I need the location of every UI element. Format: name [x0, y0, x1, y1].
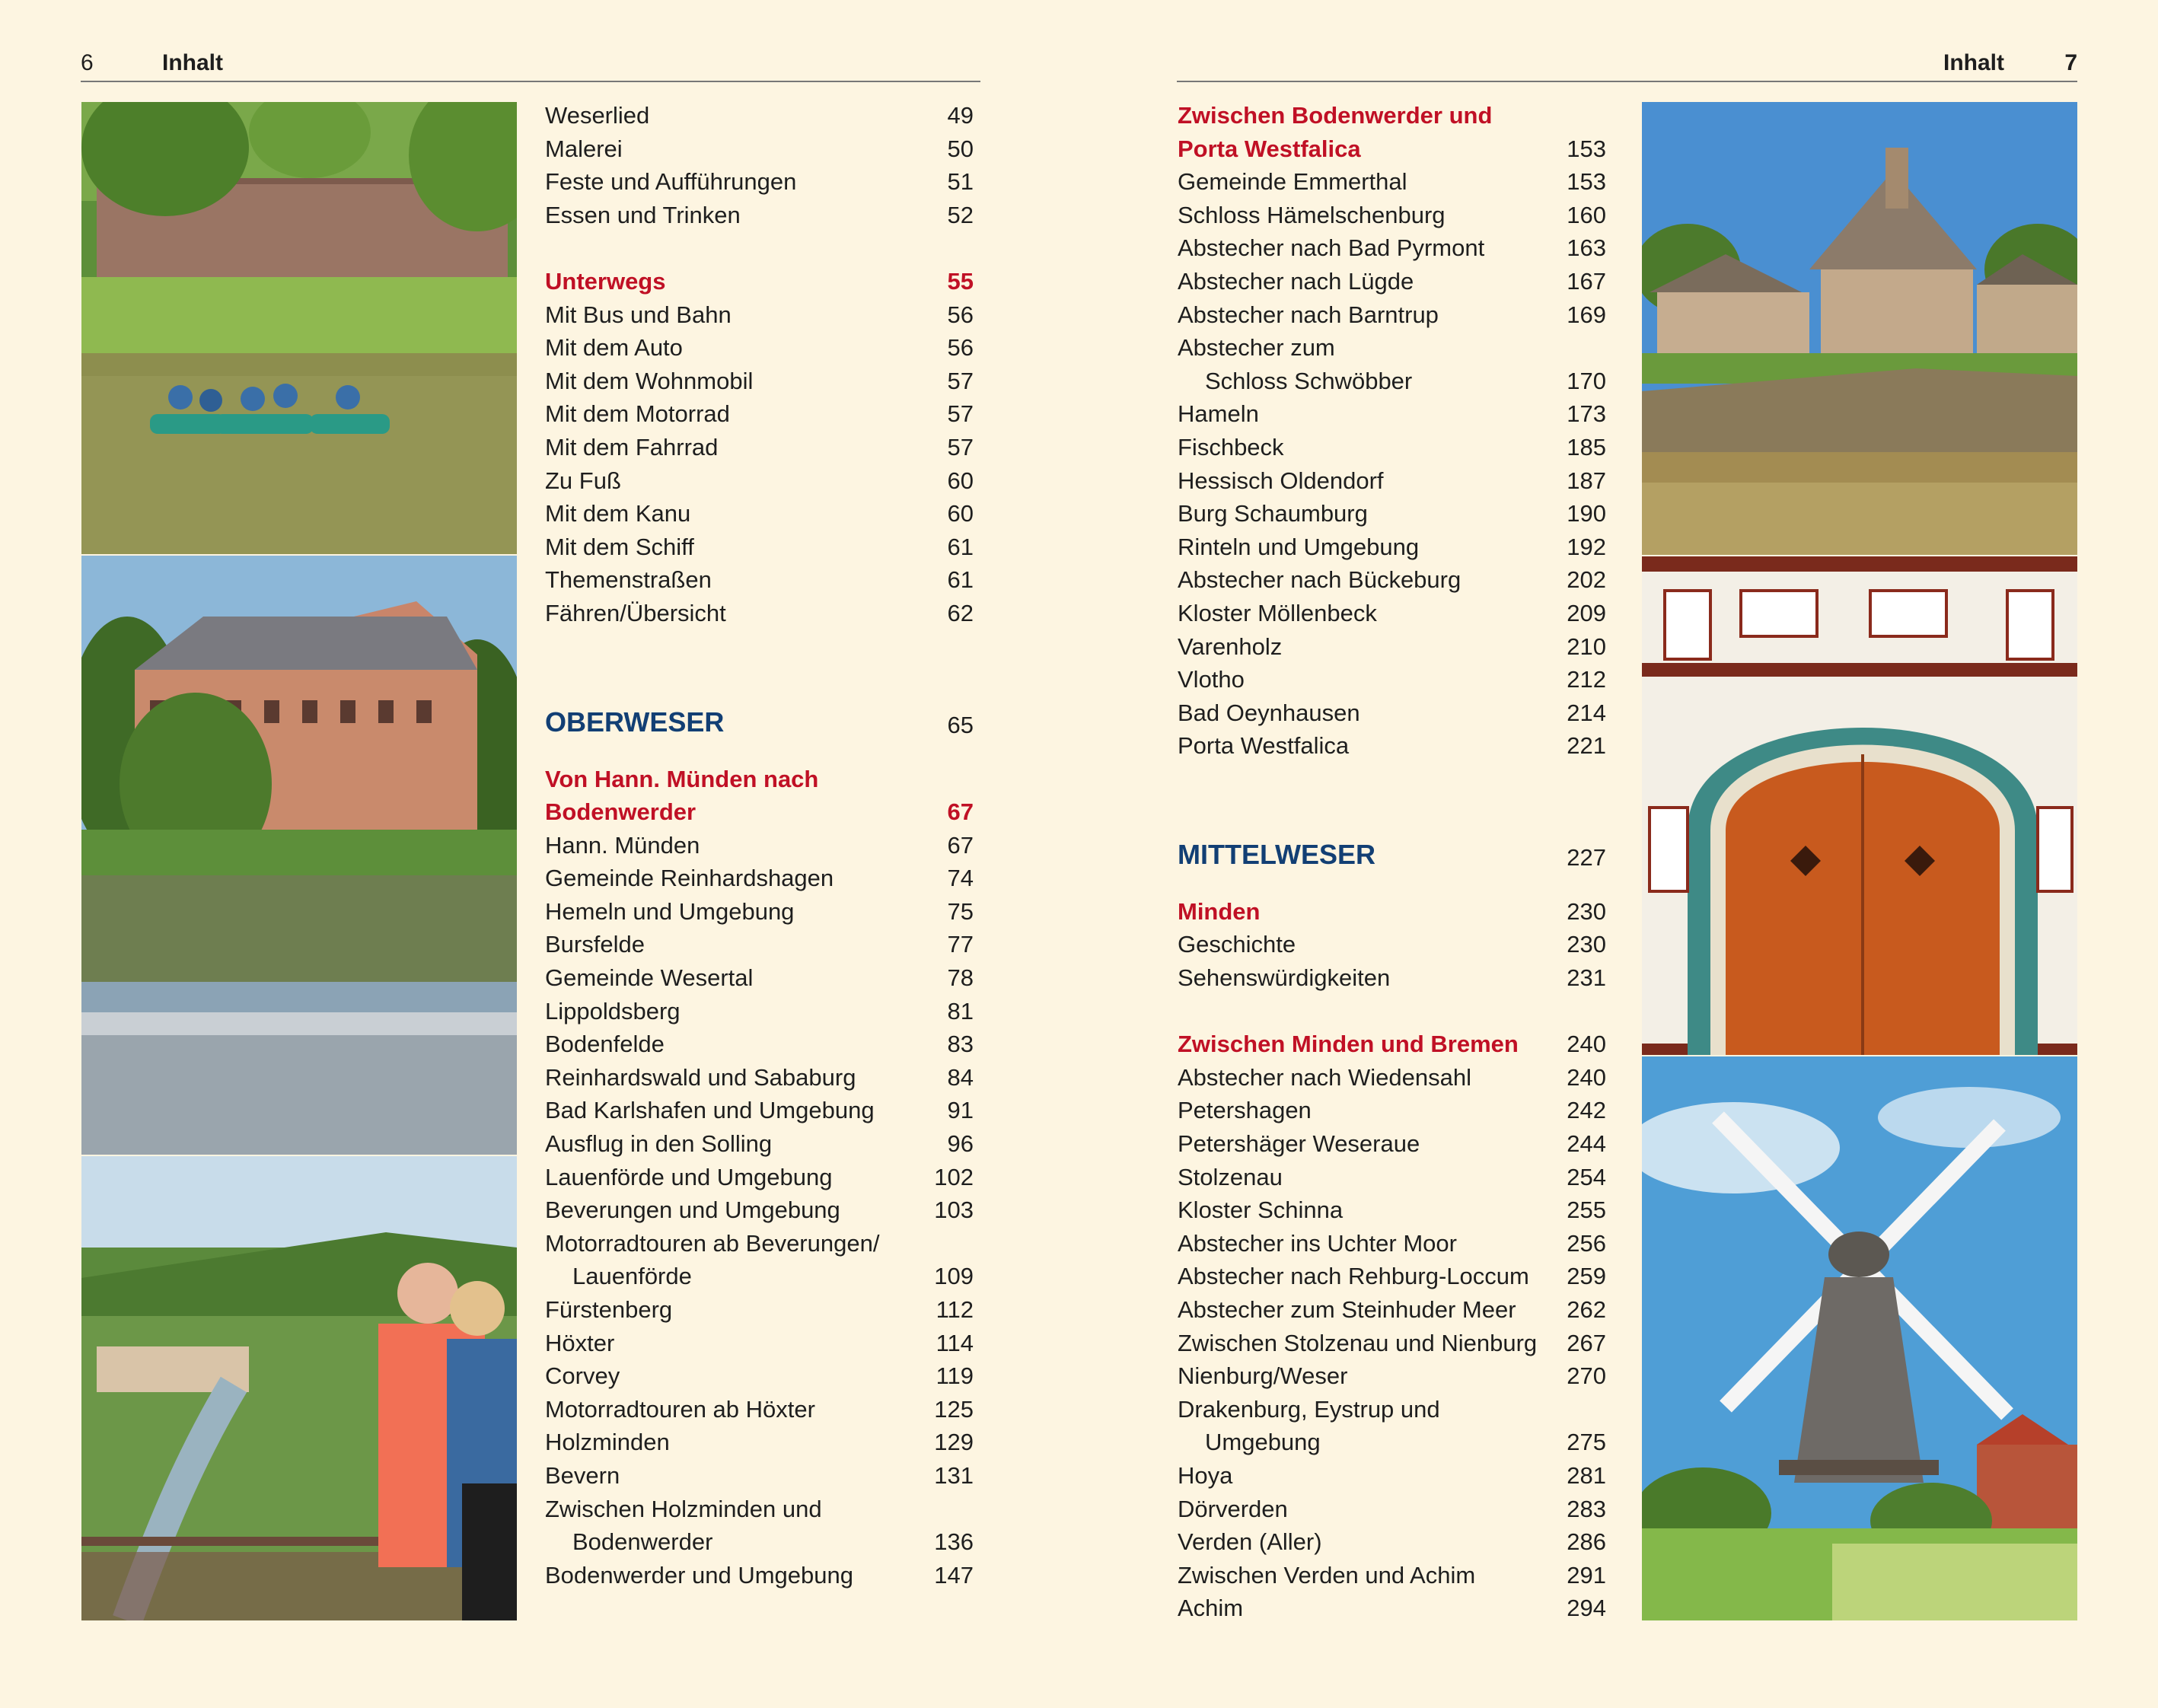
toc-entry	[1178, 928, 1606, 961]
toc-entry-label: Rinteln und Umgebung	[1178, 533, 1420, 560]
right-header-title: Inhalt	[1943, 50, 2004, 75]
toc-section-heading	[1178, 99, 1606, 132]
toc-entry-label: Petershagen	[1178, 1097, 1312, 1124]
toc-entry	[545, 1393, 974, 1426]
toc-entry-page: 187	[1567, 467, 1606, 494]
toc-entry-page: 81	[947, 997, 974, 1024]
toc-entry	[545, 1426, 974, 1459]
toc-entry	[545, 1161, 974, 1194]
toc-entry-page: 103	[934, 1197, 974, 1224]
toc-entry-label: Porta Westfalica	[1178, 135, 1361, 162]
toc-section-heading	[1178, 1028, 1606, 1061]
toc-entry-page: 129	[934, 1429, 974, 1456]
toc-entry	[545, 1260, 974, 1293]
toc-entry	[1178, 696, 1606, 730]
toc-entry-label: Von Hann. Münden nach	[545, 765, 819, 792]
toc-entry-label: Ausflug in den Solling	[545, 1130, 773, 1158]
toc-entry	[545, 961, 974, 995]
toc-entry	[545, 531, 974, 564]
toc-entry-page: 170	[1567, 367, 1606, 394]
toc-entry-page: 61	[947, 566, 974, 594]
toc-entry	[1178, 464, 1606, 498]
toc-entry-page: 294	[1567, 1595, 1606, 1622]
toc-entry-page: 75	[947, 897, 974, 925]
toc-entry-page: 221	[1567, 732, 1606, 760]
toc-entry-label: Mit dem Kanu	[545, 500, 691, 527]
toc-entry-label: Stolzenau	[1178, 1163, 1283, 1190]
toc-entry	[545, 1094, 974, 1127]
toc-entry-page: 242	[1567, 1097, 1606, 1124]
monastery-church-photo	[1642, 102, 2077, 555]
toc-entry-page: 227	[1567, 843, 1606, 871]
toc-entry	[545, 1525, 974, 1559]
toc-entry-label: Weserlied	[545, 102, 650, 129]
toc-entry-label: Zu Fuß	[545, 467, 621, 494]
toc-entry-label: Motorradtouren ab Beverungen/	[545, 1229, 880, 1257]
toc-entry-label: Zwischen Verden und Achim	[1178, 1561, 1476, 1589]
toc-entry	[545, 331, 974, 365]
toc-entry-page: 91	[947, 1097, 974, 1124]
toc-spacer	[545, 630, 974, 699]
toc-entry	[545, 829, 974, 862]
toc-entry	[1178, 1493, 1606, 1526]
toc-spacer	[545, 231, 974, 265]
toc-entry-page: 185	[1567, 433, 1606, 460]
toc-entry-page: 67	[947, 798, 974, 826]
toc-entry-label: Essen und Trinken	[545, 201, 741, 228]
toc-spacer	[1178, 995, 1606, 1028]
toc-entry	[1178, 1525, 1606, 1559]
toc-entry-label: Hann. Münden	[545, 831, 700, 859]
toc-entry-page: 62	[947, 599, 974, 626]
toc-entry-label: Schloss Schwöbber	[1205, 367, 1413, 394]
toc-entry	[1178, 663, 1606, 696]
toc-entry	[1178, 1393, 1606, 1426]
toc-entry	[545, 497, 974, 531]
toc-entry-label: Bad Oeynhausen	[1178, 699, 1360, 726]
toc-entry-page: 96	[947, 1130, 974, 1158]
toc-entry-label: Beverungen und Umgebung	[545, 1197, 840, 1224]
toc-entry-label: Hoya	[1178, 1461, 1233, 1489]
toc-entry-page: 61	[947, 533, 974, 560]
toc-entry-page: 291	[1567, 1561, 1606, 1589]
toc-entry	[1178, 397, 1606, 431]
toc-entry-label: Mit dem Schiff	[545, 533, 694, 560]
toc-entry	[1178, 1061, 1606, 1095]
toc-entry-label: Feste und Aufführungen	[545, 168, 797, 196]
toc-entry-label: Varenholz	[1178, 633, 1283, 660]
toc-entry	[545, 1493, 974, 1526]
toc-entry-label: Schloss Hämelschenburg	[1178, 201, 1446, 228]
toc-entry-page: 102	[934, 1163, 974, 1190]
toc-entry-label: Bodenfelde	[545, 1031, 665, 1058]
toc-entry-label: Petershäger Weseraue	[1178, 1130, 1420, 1158]
toc-entry-page: 84	[947, 1063, 974, 1091]
toc-entry	[1178, 231, 1606, 265]
toc-entry-label: Gemeinde Emmerthal	[1178, 168, 1407, 196]
toc-entry	[1178, 1426, 1606, 1459]
toc-entry	[545, 1359, 974, 1393]
toc-entry	[545, 1293, 974, 1327]
toc-entry-label: Verden (Aller)	[1178, 1528, 1322, 1556]
toc-entry-label: Zwischen Minden und Bremen	[1178, 1031, 1519, 1058]
toc-entry	[545, 1227, 974, 1260]
left-header-rule	[81, 81, 980, 82]
toc-entry	[545, 1193, 974, 1227]
toc-entry-page: 255	[1567, 1197, 1606, 1224]
toc-entry-page: 286	[1567, 1528, 1606, 1556]
toc-entry-label: Vlotho	[1178, 666, 1245, 693]
toc-entry-page: 275	[1567, 1429, 1606, 1456]
toc-entry	[1178, 1592, 1606, 1625]
left-table-of-contents	[545, 99, 974, 1592]
toc-entry	[545, 199, 974, 232]
toc-entry-label: Fähren/Übersicht	[545, 599, 726, 626]
toc-entry-label: Umgebung	[1205, 1429, 1321, 1456]
toc-entry-page: 60	[947, 500, 974, 527]
toc-entry-label: Bodenwerder	[545, 798, 696, 826]
toc-entry-label: Fischbeck	[1178, 433, 1284, 460]
toc-entry-label: Abstecher ins Uchter Moor	[1178, 1229, 1457, 1257]
toc-entry	[545, 298, 974, 332]
toc-entry-label: Motorradtouren ab Höxter	[545, 1395, 815, 1423]
toc-entry	[1178, 961, 1606, 995]
toc-entry	[1178, 1094, 1606, 1127]
toc-entry-label: Sehenswürdigkeiten	[1178, 964, 1391, 992]
toc-entry	[1178, 165, 1606, 199]
toc-entry-page: 50	[947, 135, 974, 162]
toc-entry	[545, 397, 974, 431]
toc-entry-page: 131	[934, 1461, 974, 1489]
toc-entry-label: Mit dem Motorrad	[545, 400, 730, 428]
toc-entry-page: 57	[947, 400, 974, 428]
right-table-of-contents	[1178, 99, 1606, 1625]
toc-entry-page: 57	[947, 433, 974, 460]
toc-entry	[1178, 298, 1606, 332]
toc-entry	[1178, 630, 1606, 664]
toc-entry	[1178, 1260, 1606, 1293]
toc-entry	[545, 464, 974, 498]
toc-entry-page: 109	[934, 1263, 974, 1290]
toc-entry-page: 281	[1567, 1461, 1606, 1489]
toc-entry-page: 153	[1567, 168, 1606, 196]
toc-entry	[545, 165, 974, 199]
toc-entry-page: 74	[947, 865, 974, 892]
toc-entry	[545, 365, 974, 398]
toc-entry-label: Minden	[1178, 897, 1261, 925]
toc-entry	[1178, 199, 1606, 232]
toc-entry	[1178, 531, 1606, 564]
toc-entry-label: Abstecher nach Bückeburg	[1178, 566, 1462, 594]
toc-entry-label: Hemeln und Umgebung	[545, 897, 795, 925]
toc-entry-page: 240	[1567, 1031, 1606, 1058]
toc-spacer	[1178, 881, 1606, 895]
toc-entry	[545, 132, 974, 166]
toc-entry-page: 259	[1567, 1263, 1606, 1290]
toc-entry-label: Lippoldsberg	[545, 997, 681, 1024]
toc-entry	[545, 895, 974, 929]
toc-entry-page: 267	[1567, 1329, 1606, 1356]
toc-entry-page: 202	[1567, 566, 1606, 594]
toc-entry	[545, 862, 974, 895]
toc-entry-label: Hameln	[1178, 400, 1259, 428]
toc-entry-label: Drakenburg, Eystrup und	[1178, 1395, 1440, 1423]
toc-entry	[1178, 1227, 1606, 1260]
left-header-title: Inhalt	[162, 50, 223, 75]
toc-entry	[1178, 1161, 1606, 1194]
toc-entry-label: Kloster Schinna	[1178, 1197, 1344, 1224]
right-header-rule	[1177, 81, 2077, 82]
toc-entry-page: 56	[947, 334, 974, 362]
left-page-number: 6	[81, 50, 94, 75]
toc-entry-label: Mit Bus und Bahn	[545, 301, 732, 328]
toc-entry-page: 244	[1567, 1130, 1606, 1158]
toc-entry-page: 167	[1567, 267, 1606, 295]
toc-entry-label: Themenstraßen	[545, 566, 712, 594]
toc-entry	[1178, 1359, 1606, 1393]
toc-entry-label: Mit dem Auto	[545, 334, 683, 362]
toc-entry-label: Porta Westfalica	[1178, 732, 1350, 760]
toc-entry-label: Mit dem Wohnmobil	[545, 367, 754, 394]
toc-entry-page: 209	[1567, 599, 1606, 626]
weser-valley-viewpoint-photo	[81, 1156, 517, 1620]
toc-entry-page: 51	[947, 168, 974, 196]
toc-entry	[1178, 1127, 1606, 1161]
toc-spacer	[545, 749, 974, 763]
toc-entry	[1178, 265, 1606, 298]
toc-entry	[1178, 563, 1606, 597]
toc-entry-label: Abstecher zum	[1178, 334, 1335, 362]
toc-entry	[545, 1459, 974, 1493]
toc-entry-page: 119	[936, 1362, 974, 1390]
toc-entry	[1178, 597, 1606, 630]
half-timbered-door-photo	[1642, 556, 2077, 1055]
toc-entry-label: Bursfelde	[545, 931, 645, 958]
toc-entry-page: 112	[936, 1296, 974, 1323]
toc-entry	[545, 1559, 974, 1592]
toc-entry-label: Malerei	[545, 135, 623, 162]
toc-entry-page: 56	[947, 301, 974, 328]
toc-entry	[545, 563, 974, 597]
toc-entry	[1178, 729, 1606, 763]
toc-entry-page: 163	[1567, 234, 1606, 262]
toc-entry-page: 160	[1567, 201, 1606, 228]
toc-entry-page: 169	[1567, 301, 1606, 328]
toc-entry-label: Gemeinde Reinhardshagen	[545, 865, 834, 892]
toc-entry-page: 52	[947, 201, 974, 228]
toc-entry	[545, 597, 974, 630]
toc-entry	[1178, 331, 1606, 365]
toc-entry-label: Mit dem Fahrrad	[545, 433, 719, 460]
toc-entry-label: Zwischen Bodenwerder und	[1178, 102, 1493, 129]
toc-entry-page: 78	[947, 964, 974, 992]
toc-entry-page: 55	[947, 267, 974, 295]
toc-entry	[1178, 1459, 1606, 1493]
toc-entry-label: Geschichte	[1178, 931, 1296, 958]
toc-entry-label: Gemeinde Wesertal	[545, 964, 754, 992]
toc-entry-label: Corvey	[545, 1362, 620, 1390]
toc-entry-label: Achim	[1178, 1595, 1244, 1622]
toc-entry-label: Reinhardswald und Sababurg	[545, 1063, 856, 1091]
toc-entry-page: 270	[1567, 1362, 1606, 1390]
toc-entry-label: Unterwegs	[545, 267, 666, 295]
toc-entry-page: 114	[936, 1329, 974, 1356]
toc-entry-label: Zwischen Stolzenau und Nienburg	[1178, 1329, 1538, 1356]
toc-entry	[545, 1327, 974, 1360]
toc-entry-label: Zwischen Holzminden und	[545, 1495, 822, 1522]
toc-entry-page: 65	[947, 711, 974, 738]
toc-entry	[545, 99, 974, 132]
toc-entry-page: 190	[1567, 500, 1606, 527]
toc-entry-page: 153	[1567, 135, 1606, 162]
toc-entry-label: Bodenwerder	[572, 1528, 713, 1556]
palace-river-weir-photo	[81, 556, 517, 1155]
toc-entry-page: 230	[1567, 897, 1606, 925]
toc-entry-page: 212	[1567, 666, 1606, 693]
toc-entry	[1178, 1327, 1606, 1360]
toc-entry-page: 147	[934, 1561, 974, 1589]
toc-entry-label: Fürstenberg	[545, 1296, 673, 1323]
toc-section-heading	[545, 763, 974, 796]
toc-entry-page: 192	[1567, 533, 1606, 560]
toc-entry	[1178, 1193, 1606, 1227]
toc-entry-page: 256	[1567, 1229, 1606, 1257]
toc-entry-label: MITTELWESER	[1178, 838, 1375, 870]
toc-entry-label: Abstecher nach Wiedensahl	[1178, 1063, 1472, 1091]
right-page-number: 7	[2064, 50, 2077, 75]
toc-entry-page: 210	[1567, 633, 1606, 660]
toc-entry-label: Lauenförde	[572, 1263, 692, 1290]
toc-entry	[545, 1061, 974, 1095]
toc-entry-page: 83	[947, 1031, 974, 1058]
toc-region-heading	[1178, 831, 1606, 881]
toc-spacer	[1178, 763, 1606, 831]
toc-entry-page: 173	[1567, 400, 1606, 428]
toc-entry-page: 136	[934, 1528, 974, 1556]
toc-entry-page: 283	[1567, 1495, 1606, 1522]
toc-section-heading	[1178, 132, 1606, 166]
canoe-river-photo	[81, 102, 517, 554]
toc-entry-label: Abstecher zum Steinhuder Meer	[1178, 1296, 1516, 1323]
toc-entry-page: 67	[947, 831, 974, 859]
toc-entry-label: OBERWESER	[545, 706, 725, 738]
toc-entry-label: Abstecher nach Lügde	[1178, 267, 1414, 295]
toc-entry	[545, 1127, 974, 1161]
toc-entry-label: Lauenförde und Umgebung	[545, 1163, 833, 1190]
toc-entry-label: Bevern	[545, 1461, 620, 1489]
toc-entry-page: 49	[947, 102, 974, 129]
toc-section-heading	[1178, 895, 1606, 929]
toc-entry-page: 125	[934, 1395, 974, 1423]
toc-section-heading	[545, 795, 974, 829]
toc-entry-label: Abstecher nach Bad Pyrmont	[1178, 234, 1485, 262]
toc-entry	[545, 431, 974, 464]
toc-entry-label: Abstecher nach Rehburg-Loccum	[1178, 1263, 1529, 1290]
toc-entry-page: 214	[1567, 699, 1606, 726]
toc-entry-label: Nienburg/Weser	[1178, 1362, 1348, 1390]
toc-entry-label: Dörverden	[1178, 1495, 1288, 1522]
toc-entry	[1178, 431, 1606, 464]
toc-entry-page: 230	[1567, 931, 1606, 958]
toc-entry-page: 231	[1567, 964, 1606, 992]
toc-entry-label: Bad Karlshafen und Umgebung	[545, 1097, 875, 1124]
toc-entry-label: Kloster Möllenbeck	[1178, 599, 1377, 626]
toc-section-heading	[545, 265, 974, 298]
toc-entry-page: 77	[947, 931, 974, 958]
toc-entry-label: Holzminden	[545, 1429, 670, 1456]
toc-entry-page: 57	[947, 367, 974, 394]
toc-entry-page: 60	[947, 467, 974, 494]
toc-entry-label: Bodenwerder und Umgebung	[545, 1561, 853, 1589]
toc-entry	[1178, 365, 1606, 398]
toc-entry	[545, 995, 974, 1028]
toc-entry-label: Burg Schaumburg	[1178, 500, 1368, 527]
toc-entry	[545, 928, 974, 961]
toc-entry	[1178, 497, 1606, 531]
toc-entry-label: Hessisch Oldendorf	[1178, 467, 1384, 494]
windmill-photo	[1642, 1056, 2077, 1620]
toc-entry-page: 262	[1567, 1296, 1606, 1323]
toc-entry-page: 240	[1567, 1063, 1606, 1091]
toc-entry-page: 254	[1567, 1163, 1606, 1190]
toc-entry-label: Abstecher nach Barntrup	[1178, 301, 1439, 328]
toc-entry-label: Höxter	[545, 1329, 615, 1356]
toc-entry	[1178, 1559, 1606, 1592]
toc-region-heading	[545, 699, 974, 749]
toc-entry	[1178, 1293, 1606, 1327]
toc-entry	[545, 1028, 974, 1061]
